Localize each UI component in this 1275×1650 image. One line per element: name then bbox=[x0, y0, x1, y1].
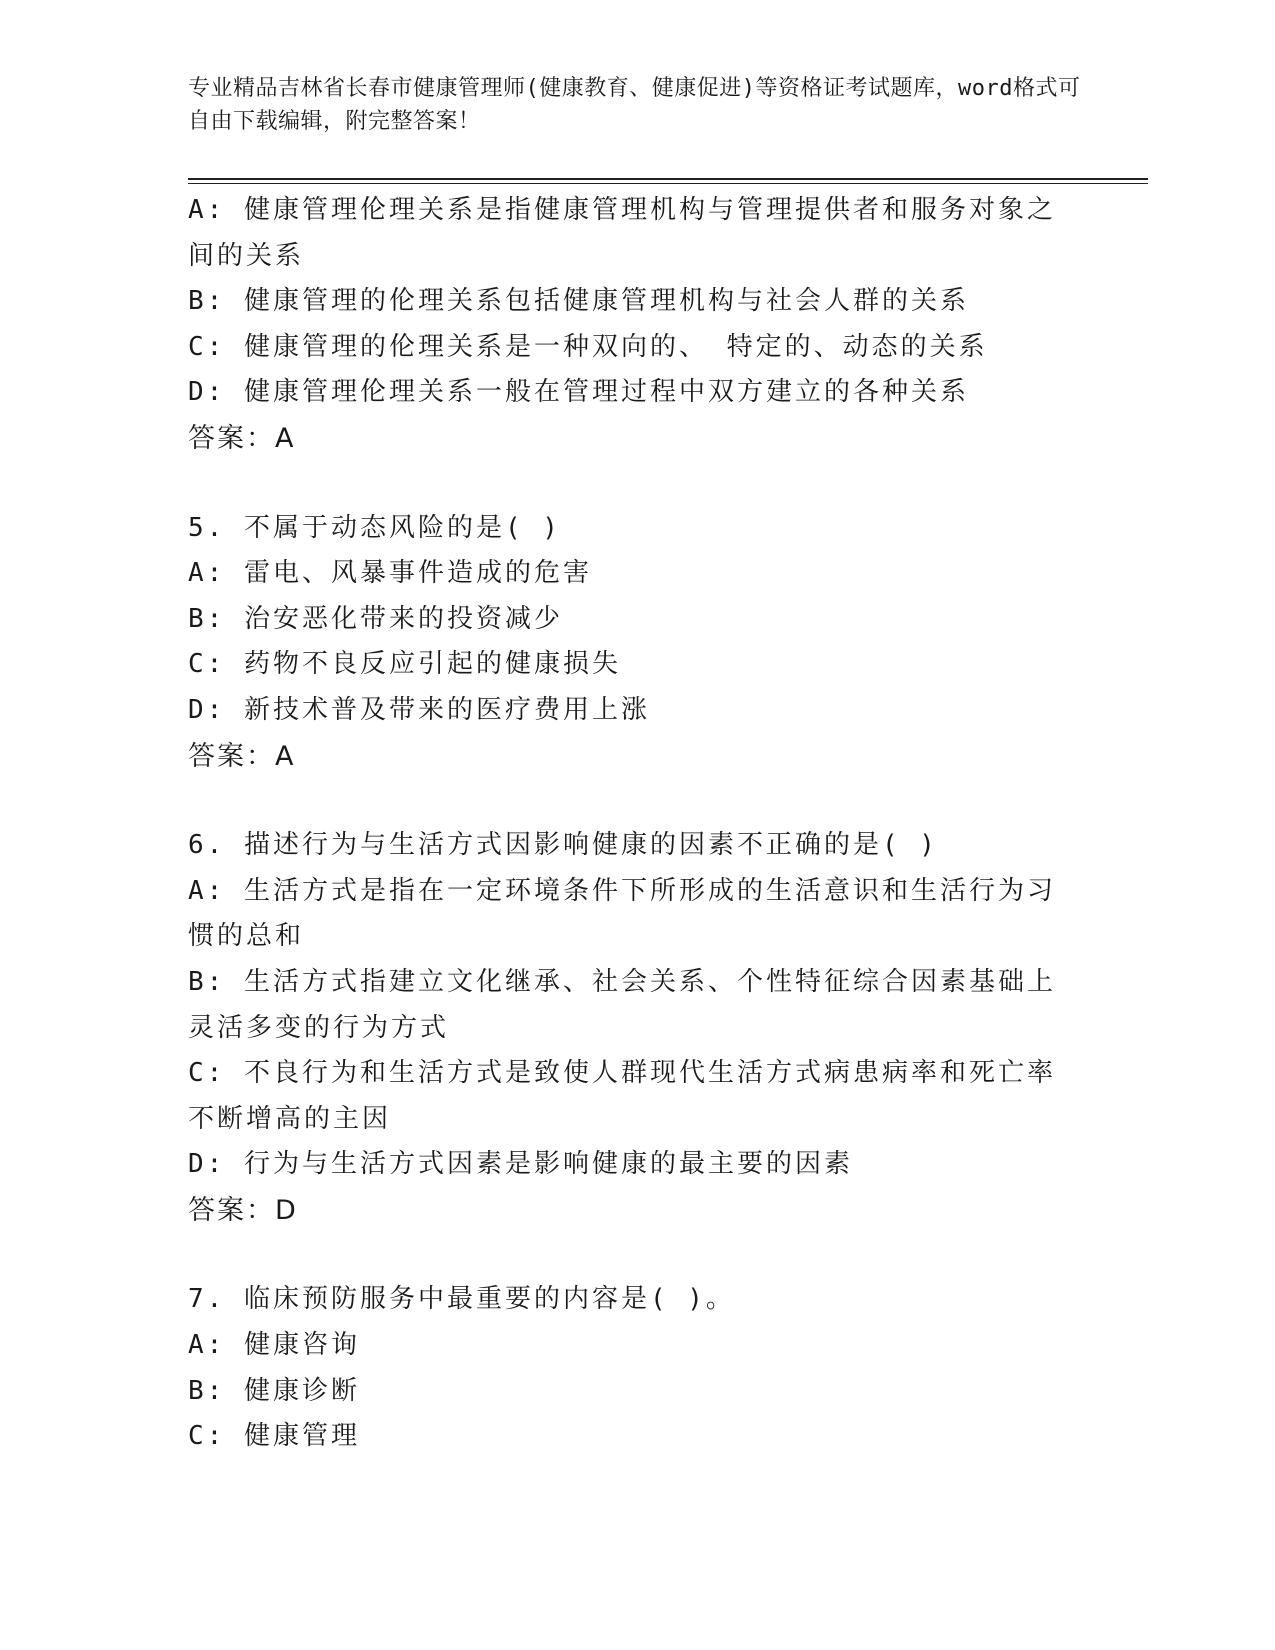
question-list bbox=[188, 188, 1068, 1460]
document-header: 专业精品吉林省长春市健康管理师(健康教育、健康促进)等资格证考试题库，word格式可自由下载编辑，附完整答案！ bbox=[188, 76, 1081, 134]
option-c: C: 健康管理的伦理关系是一种双向的、 特定的、动态的关系 bbox=[188, 331, 988, 362]
question-stem: 7. 临床预防服务中最重要的内容是( )。 bbox=[188, 1284, 735, 1315]
option-a: A: 健康咨询 bbox=[188, 1330, 360, 1361]
option-c: C: 药物不良反应引起的健康损失 bbox=[188, 649, 621, 680]
option-b: B: 健康管理的伦理关系包括健康管理机构与社会人群的关系 bbox=[188, 286, 969, 317]
answer-line: 答案：A bbox=[188, 740, 296, 772]
option-a: A: 生活方式是指在一定环境条件下所形成的生活意识和生活行为习惯的总和 bbox=[188, 875, 1056, 952]
answer-line: 答案：D bbox=[188, 1194, 298, 1226]
option-b: B: 治安恶化带来的投资减少 bbox=[188, 603, 563, 634]
question-block bbox=[188, 506, 1068, 780]
question-stem: 6. 描述行为与生活方式因影响健康的因素不正确的是( ) bbox=[188, 830, 938, 861]
header-rule-thin bbox=[188, 183, 1148, 184]
question-block bbox=[188, 1277, 1068, 1459]
option-a: A: 健康管理伦理关系是指健康管理机构与管理提供者和服务对象之间的关系 bbox=[188, 195, 1056, 271]
question-stem: 5. 不属于动态风险的是( ) bbox=[188, 512, 561, 543]
option-d: D: 健康管理伦理关系一般在管理过程中双方建立的各种关系 bbox=[188, 377, 969, 408]
option-c: C: 不良行为和生活方式是致使人群现代生活方式病患病率和死亡率不断增高的主因 bbox=[188, 1058, 1056, 1134]
option-c: C: 健康管理 bbox=[188, 1421, 360, 1452]
option-b: B: 生活方式指建立文化继承、社会关系、个性特征综合因素基础上灵活多变的行为方式 bbox=[188, 966, 1056, 1043]
option-a: A: 雷电、风暴事件造成的危害 bbox=[188, 558, 592, 589]
header-rule-thick bbox=[188, 178, 1148, 180]
answer-line: 答案：A bbox=[188, 422, 296, 454]
question-block bbox=[188, 823, 1068, 1233]
option-d: D: 新技术普及带来的医疗费用上涨 bbox=[188, 694, 650, 725]
option-b: B: 健康诊断 bbox=[188, 1375, 360, 1406]
option-d: D: 行为与生活方式因素是影响健康的最主要的因素 bbox=[188, 1149, 853, 1180]
question-block bbox=[188, 188, 1068, 462]
